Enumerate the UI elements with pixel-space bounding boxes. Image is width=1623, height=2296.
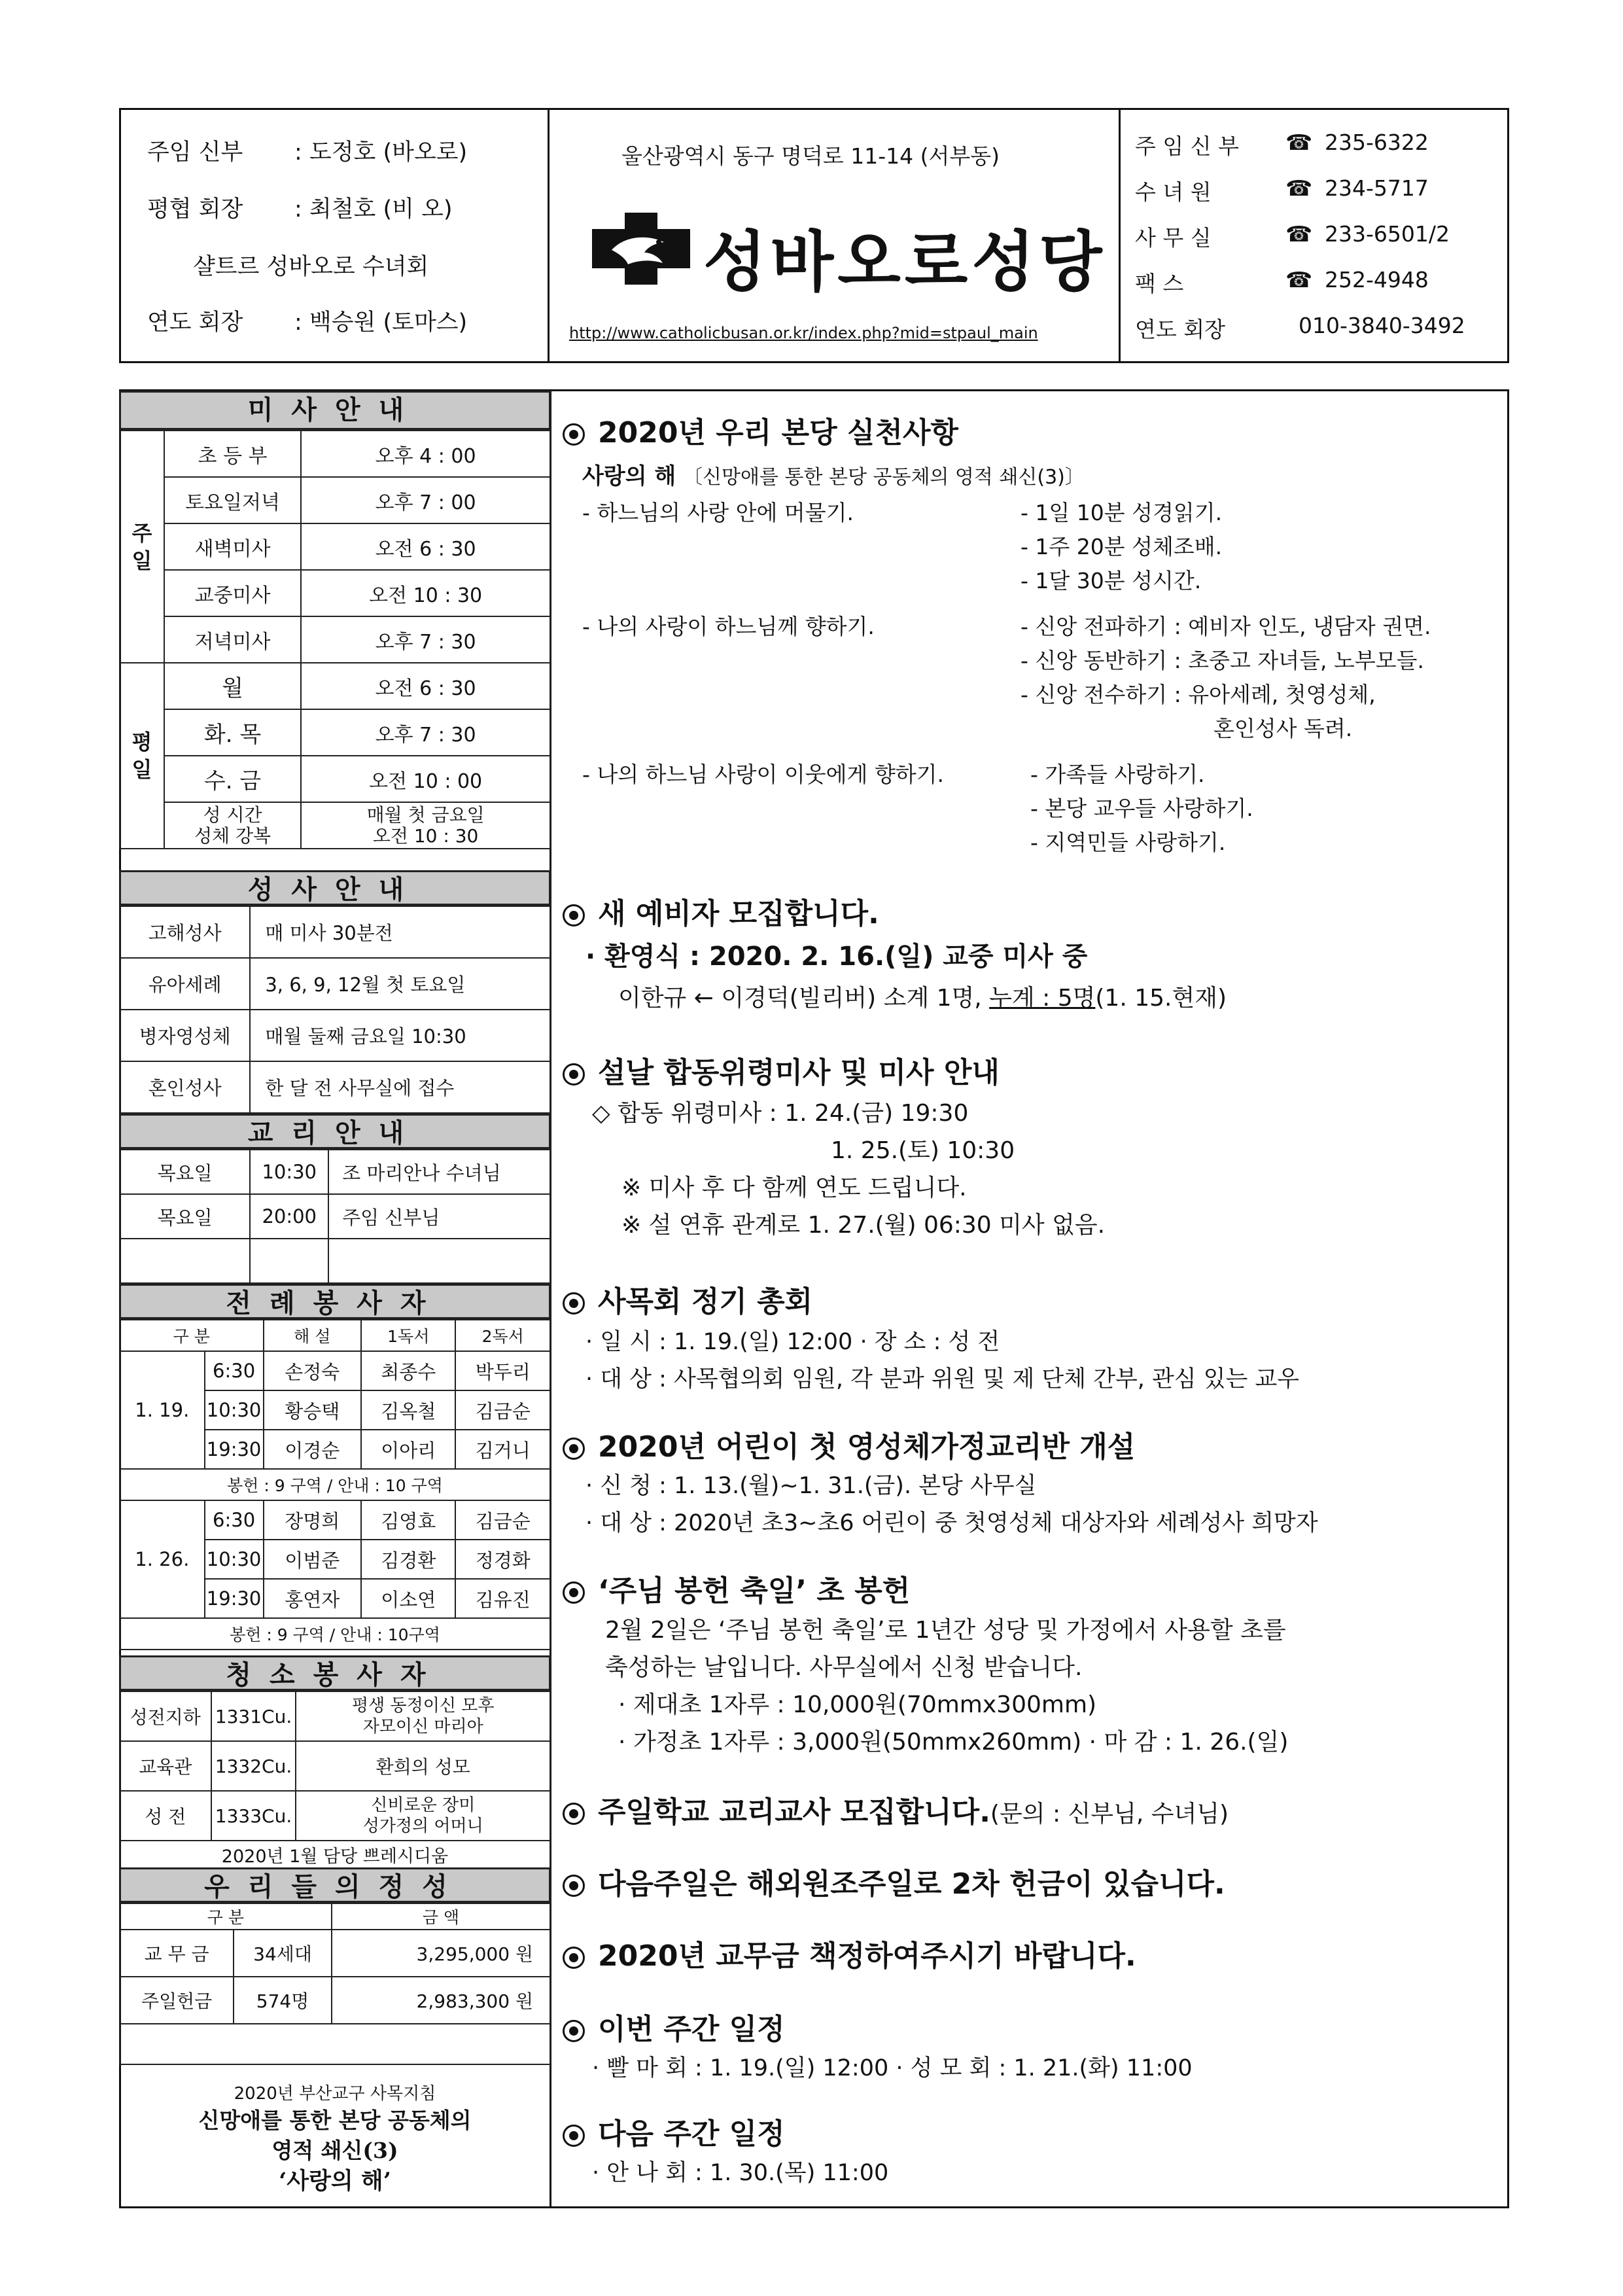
- practice-c: - 나의 하느님 사랑이 이웃에게 향하기.: [582, 762, 945, 787]
- liturgy-person: 김금순: [455, 1500, 550, 1540]
- liturgy-person: 장명희: [264, 1500, 361, 1540]
- communion-l1: · 신 청 : 1. 13.(월)~1. 31.(금). 본당 사무실: [585, 1473, 1037, 1499]
- love-year: 사랑의 해: [582, 463, 676, 489]
- sacrament-value: 3, 6, 9, 12월 첫 토요일: [250, 958, 550, 1010]
- lunar-mass-l3: ※ 미사 후 다 함께 연도 드립니다.: [621, 1174, 967, 1201]
- liturgy-person: 이아리: [361, 1430, 455, 1469]
- liturgy-col-header: 구 분: [120, 1320, 264, 1351]
- notice-next-week: [563, 2110, 785, 2152]
- catechism-day: [120, 1239, 250, 1283]
- notice-contact: (문의 : 신부님, 수녀님): [990, 1801, 1229, 1828]
- liturgy-person: 손정숙: [264, 1351, 361, 1390]
- notice-sub-rest: 〔신망애를 통한 본당 공동체의 영적 쇄신(3)〕: [683, 466, 1085, 489]
- liturgy-person: 김유진: [455, 1579, 550, 1618]
- header-divider-2: [1119, 108, 1121, 363]
- cleaning-cu: 1332Cu.: [211, 1741, 296, 1791]
- catechism-table: [119, 1149, 551, 1284]
- candle-l3: · 제대초 1자루 : 10,000원(70mmx300mm): [618, 1691, 1097, 1718]
- sacrament-name: 유아세례: [120, 958, 250, 1010]
- finance-amount: 3,295,000 원: [332, 1930, 550, 1977]
- notice-title: 2020년 어린이 첫 영성체가정교리반 개설: [598, 1430, 1136, 1464]
- staff-yeondo-label: 연도 회장: [147, 309, 243, 336]
- catechism-day: 목요일: [120, 1150, 250, 1194]
- lunar-mass-l2: 1. 25.(토) 10:30: [831, 1137, 1015, 1164]
- notice-catechumen: [563, 890, 879, 932]
- notice-practice: [563, 409, 958, 451]
- sacrament-value: 매월 둘째 금요일 10:30: [250, 1010, 550, 1061]
- contact-office-label: 사 무 실: [1135, 225, 1212, 251]
- finance-amount: 2,983,300 원: [332, 1977, 550, 2024]
- notice-second-collection: [563, 1860, 1225, 1902]
- mass-name: 저녁미사: [164, 616, 301, 663]
- notice-candle: [563, 1567, 910, 1609]
- practice-a1: - 1일 10분 성경읽기.: [1021, 500, 1223, 525]
- liturgy-time: 10:30: [205, 1390, 264, 1430]
- guideline-line4: ‘사랑의 해’: [279, 2168, 391, 2195]
- finance-name: 교 무 금: [120, 1930, 234, 1977]
- liturgy-time: 19:30: [205, 1579, 264, 1618]
- mass-name: 화. 목: [164, 709, 301, 756]
- contact-convent-number: 234-5717: [1325, 175, 1429, 201]
- contact-office-number: 233-6501/2: [1325, 221, 1450, 247]
- contact-convent-label: 수 녀 원: [1135, 179, 1212, 205]
- cleaning-place: 교육관: [120, 1741, 211, 1791]
- cleaning-header: 청소봉사자: [119, 1655, 551, 1691]
- church-url[interactable]: http://www.catholicbusan.or.kr/index.php?mid=stpaul_main: [569, 324, 1038, 342]
- catechumen-count: [618, 980, 1227, 1013]
- circle-bullet-icon: [563, 423, 585, 446]
- contact-yeondo-number: 010-3840-3492: [1299, 313, 1465, 338]
- finance-col-header: 금 액: [332, 1903, 550, 1930]
- cleaning-name: 평생 동정이신 모후 자모이신 마리아: [296, 1691, 550, 1741]
- notice-teachers: [563, 1788, 1229, 1830]
- sacrament-value: 한 달 전 사무실에 접수: [250, 1061, 550, 1113]
- liturgy-time: 6:30: [205, 1351, 264, 1390]
- cleaning-name: 환희의 성모: [296, 1741, 550, 1791]
- catechism-header: 교리안내: [119, 1114, 551, 1149]
- contact-fax-label: 팩 스: [1135, 271, 1184, 296]
- liturgy-time: 10:30: [205, 1540, 264, 1579]
- practice-b2: - 신앙 동반하기 : 초중고 자녀들, 노부모들.: [1021, 648, 1424, 673]
- liturgy-person: 황승택: [264, 1390, 361, 1430]
- notice-title: 다음 주간 일정: [598, 2117, 785, 2151]
- liturgy-person: 정경화: [455, 1540, 550, 1579]
- mass-time: 오전 6 : 30: [301, 523, 550, 570]
- mass-name: 수. 금: [164, 756, 301, 802]
- finance-header: 우리들의정성: [119, 1867, 551, 1903]
- liturgy-date: 1. 26.: [120, 1500, 205, 1618]
- mass-time: 오후 7 : 30: [301, 616, 550, 663]
- practice-b3: - 신앙 전수하기 : 유아세례, 첫영성체,: [1021, 682, 1376, 707]
- next-week-l1: · 안 나 회 : 1. 30.(목) 11:00: [592, 2160, 889, 2186]
- circle-bullet-icon: [563, 1803, 585, 1825]
- staff-sisters: 샬트르 성바오로 수녀회: [193, 254, 429, 280]
- circle-bullet-icon: [563, 1947, 585, 1969]
- practice-c3: - 지역민들 사랑하기.: [1030, 830, 1226, 855]
- meeting-l1: · 일 시 : 1. 19.(일) 12:00 · 장 소 : 성 전: [585, 1329, 1000, 1355]
- staff-council-value: : 최철호 (비 오): [294, 196, 453, 222]
- circle-bullet-icon: [563, 1875, 585, 1897]
- practice-b: - 나의 사랑이 하느님께 향하기.: [582, 614, 875, 639]
- guideline-line1: 2020년 부산교구 사목지침: [234, 2084, 436, 2104]
- mass-header: 미사안내: [119, 391, 551, 430]
- liturgy-person: 박두리: [455, 1351, 550, 1390]
- mass-name: 성 시간 성체 강복: [164, 802, 301, 849]
- liturgy-person: 이경순: [264, 1430, 361, 1469]
- catechism-who: 조 마리안나 수녀님: [328, 1150, 550, 1194]
- circle-bullet-icon: [563, 1438, 585, 1460]
- lunar-mass-l4: ※ 설 연휴 관계로 1. 27.(월) 06:30 미사 없음.: [621, 1212, 1106, 1239]
- meeting-l2: · 대 상 : 사목협의회 임원, 각 분과 위원 및 제 단체 간부, 관심 있는 교우: [585, 1366, 1300, 1392]
- church-name: 성바오로성당: [703, 224, 1106, 300]
- liturgy-col-header: 2독서: [455, 1320, 550, 1351]
- catechumen-count-c: (1. 15.현재): [1095, 985, 1227, 1012]
- liturgy-person: 김영효: [361, 1500, 455, 1540]
- practice-a3: - 1달 30분 성시간.: [1021, 568, 1202, 593]
- guideline-line2: 신망애를 통한 본당 공동체의: [198, 2108, 472, 2133]
- notice-title: 2020년 우리 본당 실천사항: [598, 416, 958, 450]
- practice-a: - 하느님의 사랑 안에 머물기.: [582, 500, 854, 525]
- contact-fax-number: 252-4948: [1325, 267, 1429, 292]
- cleaning-name: 신비로운 장미 성가정의 어머니: [296, 1791, 550, 1841]
- notice-title: 2020년 교무금 책정하여주시기 바랍니다.: [598, 1939, 1136, 1973]
- liturgy-person: 이소연: [361, 1579, 455, 1618]
- catechumen-welcome: · 환영식 : 2020. 2. 16.(일) 교중 미사 중: [585, 942, 1088, 972]
- liturgy-person: 홍연자: [264, 1579, 361, 1618]
- church-address: 울산광역시 동구 명덕로 11-14 (서부동): [621, 143, 1000, 169]
- practice-a2: - 1주 20분 성체조배.: [1021, 534, 1223, 559]
- practice-b4: 혼인성사 독려.: [1213, 716, 1353, 741]
- sacrament-value: 매 미사 30분전: [250, 906, 550, 958]
- liturgy-col-header: 해 설: [264, 1320, 361, 1351]
- liturgy-person: 김옥철: [361, 1390, 455, 1430]
- dove-cross-icon: [585, 209, 697, 288]
- mass-time: 매월 첫 금요일 오전 10 : 30: [301, 802, 550, 849]
- notice-dues: [563, 1932, 1136, 1974]
- notice-sub: [582, 458, 1085, 490]
- finance-count: 34세대: [234, 1930, 332, 1977]
- guideline-line3: 영적 쇄신(3): [271, 2138, 398, 2163]
- mass-time: 오후 4 : 00: [301, 431, 550, 477]
- finance-col-header: 구 분: [120, 1903, 332, 1930]
- staff-priest-label: 주임 신부: [147, 139, 243, 166]
- liturgy-col-header: 1독서: [361, 1320, 455, 1351]
- liturgy-note: 봉헌 : 9 구역 / 안내 : 10구역: [120, 1618, 550, 1650]
- pastoral-guideline: [119, 2082, 551, 2197]
- liturgy-time: 6:30: [205, 1500, 264, 1540]
- liturgy-table: [119, 1319, 551, 1650]
- cleaning-note: 2020년 1월 담당 쁘레시디움: [120, 1841, 550, 1868]
- circle-bullet-icon: [563, 2020, 585, 2042]
- cleaning-place: 성 전: [120, 1791, 211, 1841]
- mass-time: 오전 6 : 30: [301, 663, 550, 709]
- notice-title: 주일학교 교리교사 모집합니다.: [598, 1795, 990, 1829]
- mass-time: 오후 7 : 00: [301, 477, 550, 523]
- phone-icon: ☎: [1285, 175, 1313, 201]
- liturgy-date: 1. 19.: [120, 1351, 205, 1469]
- liturgy-person: 김경환: [361, 1540, 455, 1579]
- circle-bullet-icon: [563, 2125, 585, 2147]
- phone-icon: ☎: [1285, 130, 1313, 155]
- finance-name: 주일헌금: [120, 1977, 234, 2024]
- notice-title: 새 예비자 모집합니다.: [598, 897, 879, 930]
- sacrament-name: 고해성사: [120, 906, 250, 958]
- staff-yeondo-value: : 백승원 (토마스): [294, 309, 468, 336]
- staff-council-label: 평협 회장: [147, 196, 243, 222]
- phone-icon: ☎: [1285, 267, 1313, 292]
- contact-yeondo-label: 연도 회장: [1135, 317, 1226, 342]
- mass-sunday-label: 주 일: [120, 431, 164, 663]
- liturgy-person: 이범준: [264, 1540, 361, 1579]
- cleaning-table: [119, 1691, 551, 1869]
- catechism-time: 10:30: [250, 1150, 328, 1194]
- liturgy-note: 봉헌 : 9 구역 / 안내 : 10 구역: [120, 1469, 550, 1500]
- mass-name: 토요일저녁: [164, 477, 301, 523]
- notice-first-communion: [563, 1423, 1135, 1465]
- notice-title: ‘주님 봉헌 축일’ 초 봉헌: [598, 1574, 911, 1608]
- catechumen-count-a: 이한규 ← 이경덕(빌리버) 소계 1명,: [618, 985, 990, 1012]
- circle-bullet-icon: [563, 1581, 585, 1604]
- mass-name: 초 등 부: [164, 431, 301, 477]
- circle-bullet-icon: [563, 1292, 585, 1315]
- cleaning-place: 성전지하: [120, 1691, 211, 1741]
- catechism-time: 20:00: [250, 1194, 328, 1239]
- catechism-day: 목요일: [120, 1194, 250, 1239]
- mass-weekday-label: 평 일: [120, 663, 164, 849]
- mass-time: 오전 10 : 30: [301, 570, 550, 616]
- lunar-mass-l1: ◇ 합동 위령미사 : 1. 24.(금) 19:30: [592, 1100, 969, 1127]
- finance-table: [119, 1903, 551, 2065]
- phone-icon: ☎: [1285, 221, 1313, 247]
- sacrament-table: [119, 906, 551, 1114]
- circle-bullet-icon: [563, 1063, 585, 1086]
- notice-lunar-mass: [563, 1049, 1000, 1091]
- notice-title: 사목회 정기 총회: [598, 1285, 813, 1318]
- notice-title: 이번 주간 일정: [598, 2013, 785, 2046]
- practice-c1: - 가족들 사랑하기.: [1030, 762, 1205, 787]
- catechism-who: 주임 신부님: [328, 1194, 550, 1239]
- candle-l2: 축성하는 날입니다. 사무실에서 신청 받습니다.: [605, 1654, 1083, 1681]
- mass-table: [119, 430, 551, 849]
- catechism-time: [250, 1239, 328, 1283]
- mass-name: 월: [164, 663, 301, 709]
- notice-title: 다음주일은 해외원조주일로 2차 헌금이 있습니다.: [598, 1867, 1225, 1901]
- mass-name: 교중미사: [164, 570, 301, 616]
- liturgy-person: 김금순: [455, 1390, 550, 1430]
- cleaning-cu: 1333Cu.: [211, 1791, 296, 1841]
- cleaning-cu: 1331Cu.: [211, 1691, 296, 1741]
- circle-bullet-icon: [563, 904, 585, 927]
- notice-this-week: [563, 2005, 785, 2047]
- catechumen-total: 누계 : 5명: [989, 985, 1096, 1012]
- practice-b1: - 신앙 전파하기 : 예비자 인도, 냉담자 권면.: [1021, 614, 1431, 639]
- liturgy-time: 19:30: [205, 1430, 264, 1469]
- practice-c2: - 본당 교우들 사랑하기.: [1030, 796, 1253, 821]
- sacrament-header: 성사안내: [119, 870, 551, 906]
- sacrament-name: 혼인성사: [120, 1061, 250, 1113]
- finance-empty-row: [120, 2024, 550, 2064]
- liturgy-header: 전례봉사자: [119, 1284, 551, 1319]
- church-logo: [585, 209, 697, 288]
- mass-time: 오후 7 : 30: [301, 709, 550, 756]
- sacrament-name: 병자영성체: [120, 1010, 250, 1061]
- notice-title: 설날 합동위령미사 및 미사 안내: [598, 1056, 1000, 1089]
- catechism-who: [328, 1239, 550, 1283]
- liturgy-person: 김거니: [455, 1430, 550, 1469]
- candle-l1: 2월 2일은 ‘주님 봉헌 축일’로 1년간 성당 및 가정에서 사용할 초를: [605, 1617, 1286, 1644]
- communion-l2: · 대 상 : 2020년 초3~초6 어린이 중 첫영성체 대상자와 세례성사 희망자: [585, 1510, 1318, 1536]
- candle-l4: · 가정초 1자루 : 3,000원(50mmx260mm) · 마 감 : 1. 26.(일): [618, 1729, 1289, 1756]
- header-divider-1: [548, 108, 550, 363]
- contact-priest-number: 235-6322: [1325, 130, 1429, 155]
- this-week-l1: · 빨 마 회 : 1. 19.(일) 12:00 · 성 모 회 : 1. 21.(화) 11:00: [592, 2055, 1193, 2081]
- finance-count: 574명: [234, 1977, 332, 2024]
- mass-time: 오전 10 : 00: [301, 756, 550, 802]
- mass-name: 새벽미사: [164, 523, 301, 570]
- liturgy-person: 최종수: [361, 1351, 455, 1390]
- contact-priest-label: 주 임 신 부: [1135, 133, 1239, 159]
- notice-general-meeting: [563, 1278, 812, 1320]
- staff-priest-value: : 도정호 (바오로): [294, 139, 468, 166]
